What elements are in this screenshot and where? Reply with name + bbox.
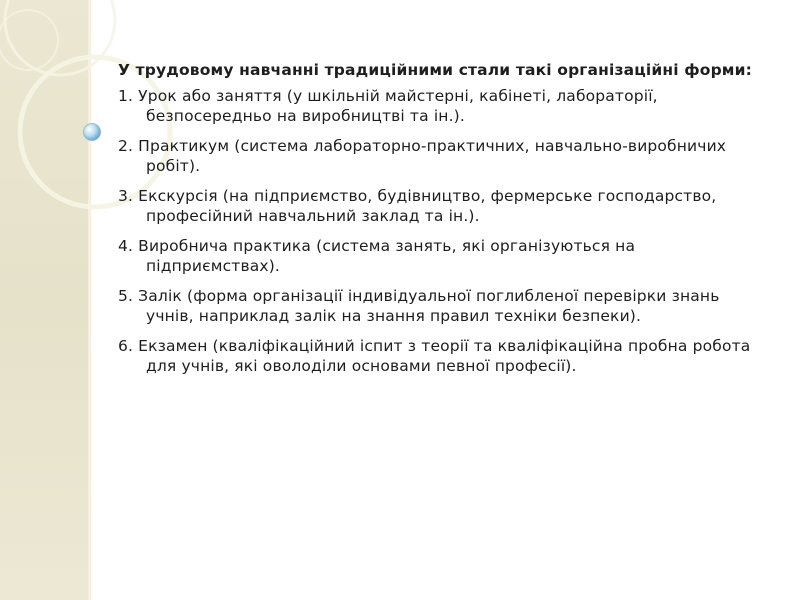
list-item: 3. Екскурсія (на підприємство, будівництво, фермерське господарство, професійний навчальний заклад та ін.).: [118, 187, 717, 225]
decorative-bead-icon: [84, 124, 101, 141]
list-item: 2. Практикум (система лабораторно-практичних, навчально-виробничих робіт).: [118, 137, 727, 175]
list-item: 5. Залік (форма організації індивідуальної поглибленої перевірки знань учнів, наприклад залік на знання правил техніки безпеки).: [118, 287, 720, 325]
slide-content: [118, 60, 758, 386]
list-item: 4. Виробнича практика (система занять, які організуються на підприємствах).: [118, 237, 636, 275]
slide-heading: У трудовому навчанні традиційними стали такі організаційні форми:: [118, 61, 752, 79]
list-item: 6. Екзамен (кваліфікаційний іспит з теорії та кваліфікаційна пробна робота для учнів, які оволоділи основами певної професії).: [118, 337, 751, 375]
list-item: 1. Урок або заняття (у шкільній майстерні, кабінеті, лабораторії, безпосередньо на виробництві та ін.).: [118, 87, 658, 125]
